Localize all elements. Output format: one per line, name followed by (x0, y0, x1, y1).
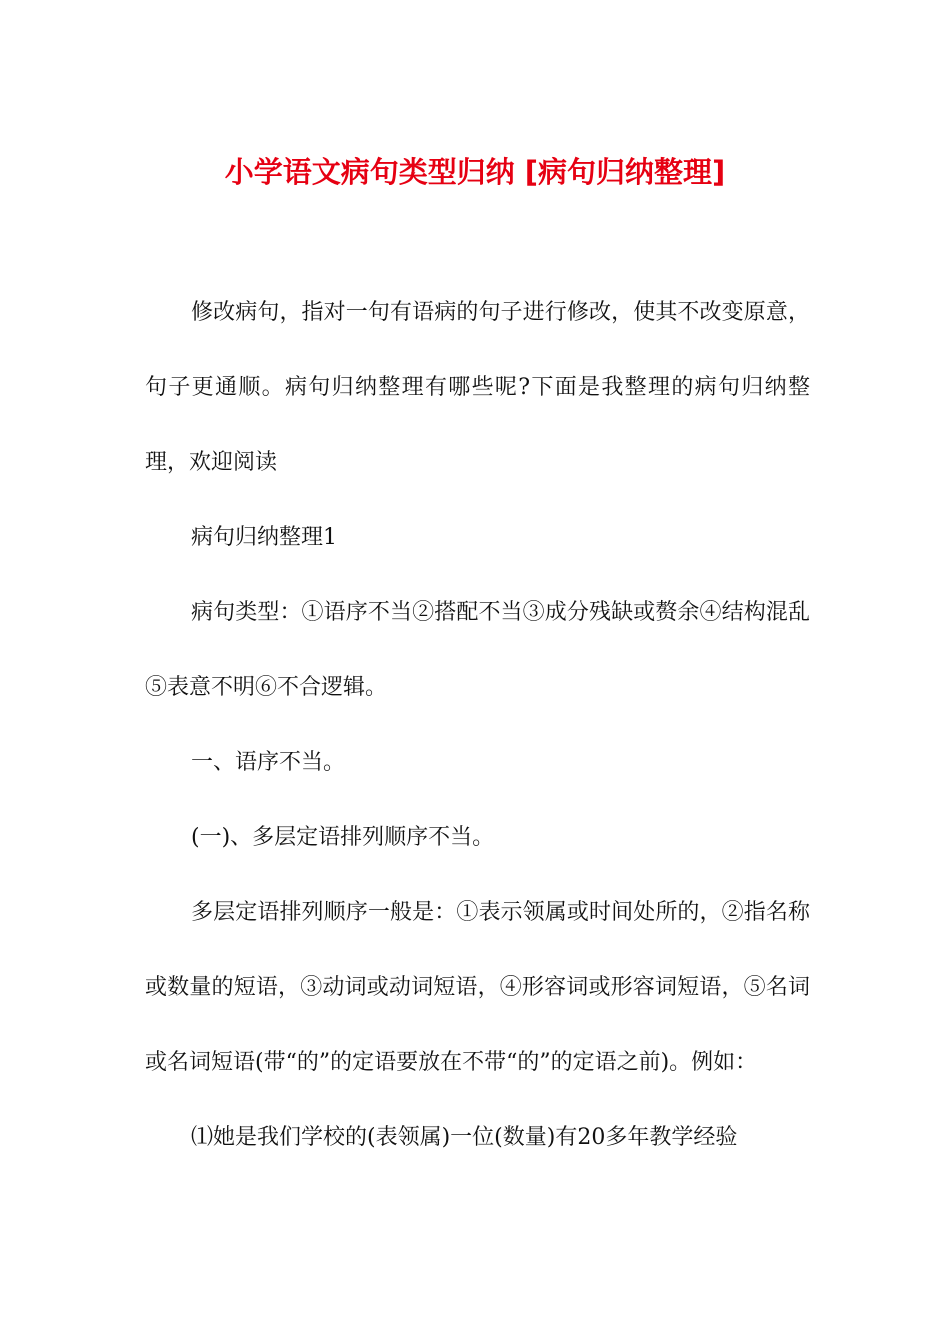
paragraph-example-1: ⑴她是我们学校的(表领属)一位(数量)有20多年教学经验 (191, 1125, 738, 1150)
document-body (145, 275, 810, 1175)
document-title: 小学语文病句类型归纳 [病句归纳整理] (224, 155, 726, 189)
paragraph-intro: 修改病句，指对一句有语病的句子进行修改，使其不改变原意，句子更通顺。病句归纳整理有哪些呢?下面是我整理的病句归纳整理，欢迎阅读 (145, 300, 810, 475)
paragraph-subheading-attributive-order: (一)、多层定语排列顺序不当。 (191, 825, 495, 850)
paragraph-heading-word-order: 一、语序不当。 (191, 750, 346, 775)
paragraph-section-heading: 病句归纳整理1 (191, 525, 337, 550)
paragraph-error-types: 病句类型：①语序不当②搭配不当③成分残缺或赘余④结构混乱⑤表意不明⑥不合逻辑。 (145, 600, 810, 700)
paragraph-attributive-order-rules: 多层定语排列顺序一般是：①表示领属或时间处所的，②指名称或数量的短语，③动词或动词短语，④形容词或形容词短语，⑤名词或名词短语(带“的”的定语要放在不带“的”的定语之前)。例如： (145, 900, 810, 1075)
